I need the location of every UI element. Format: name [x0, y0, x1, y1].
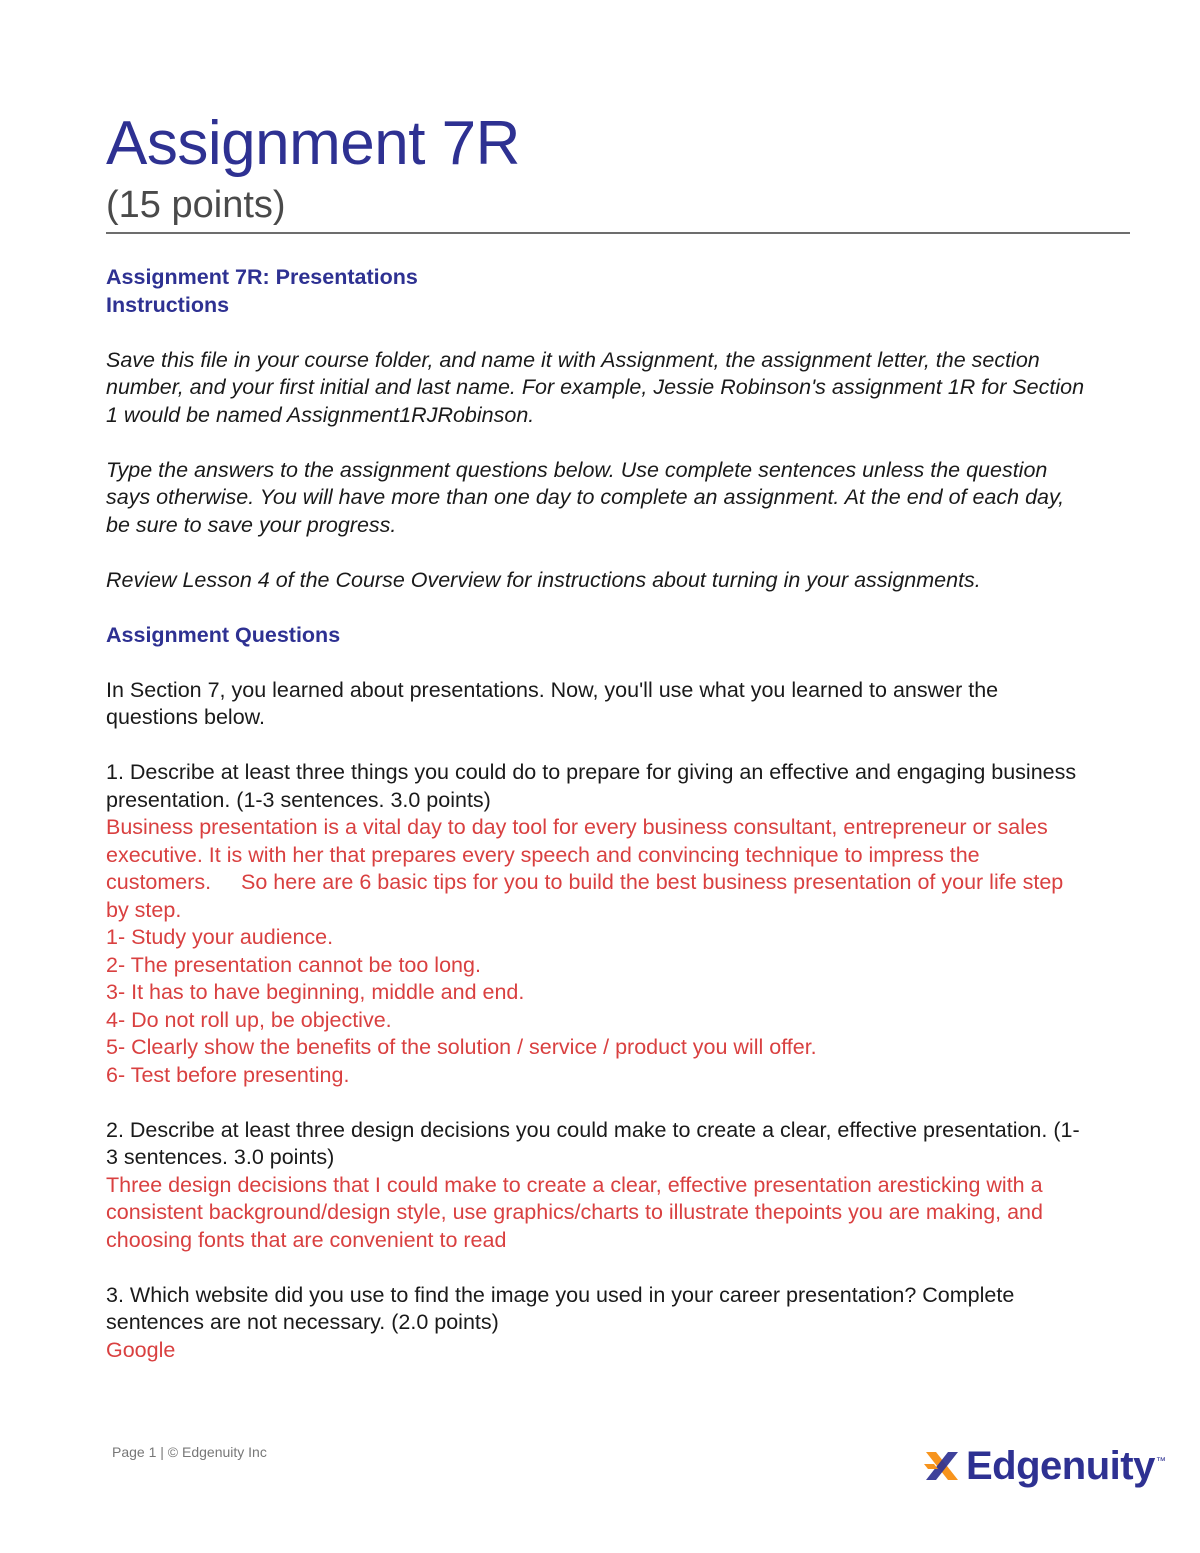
answer-1-tip: 1- Study your audience. [106, 925, 334, 949]
answer-1-tip: 5- Clearly show the benefits of the solution / service / product you will offer. [106, 1035, 817, 1059]
title-divider [106, 232, 1130, 234]
answer-1-tip: 6- Test before presenting. [106, 1062, 350, 1087]
answer-1-tip: 3- It has to have beginning, middle and end. [106, 980, 525, 1004]
logo-trademark: ™ [1155, 1456, 1166, 1467]
instructions-heading: Instructions [106, 292, 230, 317]
question-1: 1. Describe at least three things you could do to prepare for giving an effective and engaging business presentation. (1-3 sentences. 3.0 points) [106, 760, 1077, 812]
question-2: 2. Describe at least three design decisions you could make to create a clear, effective presentation. (1-3 sentences. 3.0 points) [106, 1117, 1080, 1169]
question-3: 3. Which website did you use to find the image you used in your career presentation? Complete sentences are not necessary. (2.0 points) [106, 1282, 1015, 1334]
page-footer: Page 1 | © Edgenuity Inc [112, 1444, 267, 1460]
document-body [106, 264, 1086, 1392]
edgenuity-logo [922, 1442, 1166, 1490]
instruction-paragraph: Review Lesson 4 of the Course Overview for instructions about turning in your assignments. [106, 567, 981, 592]
question-1-block [106, 759, 1086, 1089]
instruction-paragraph: Save this file in your course folder, and name it with Assignment, the assignment letter, the section number, and your first initial and last name. For example, Jessie Robinson's assignment 1R for Section 1 would be named Assignment1RJRobinson. [106, 347, 1085, 427]
document-title: Assignment 7R [106, 109, 520, 178]
answer-1-tip: 4- Do not roll up, be objective. [106, 1007, 392, 1032]
logo-wordmark: Edgenuity [966, 1443, 1155, 1488]
questions-heading: Assignment Questions [106, 622, 341, 647]
points-subtitle: (15 points) [106, 184, 286, 226]
answer-2: Three design decisions that I could make to create a clear, effective presentation aresticking with a consistent background/design style, use graphics/charts to illustrate thepoints you are making, and choosing fonts that are convenient to read [106, 1172, 1043, 1252]
answer-1-tip: 2- The presentation cannot be too long. [106, 952, 481, 977]
questions-intro: In Section 7, you learned about presentations. Now, you'll use what you learned to answer the questions below. [106, 677, 999, 729]
instruction-paragraph: Type the answers to the assignment questions below. Use complete sentences unless the question says otherwise. You will have more than one day to complete an assignment. At the end of each day, be sure to save your progress. [106, 457, 1065, 537]
edgenuity-x-icon [922, 1446, 962, 1486]
answer-3: Google [106, 1337, 176, 1362]
instructions-block [106, 347, 1086, 595]
answer-1-intro: Business presentation is a vital day to day tool for every business consultant, entrepreneur or sales executive. It is with her that prepares every speech and convincing technique to impress the customers. So here are 6 basic tips for you to build the best business presentation of your life step by step. [106, 815, 1064, 922]
question-3-block [106, 1282, 1086, 1365]
question-2-block [106, 1117, 1086, 1255]
assignment-heading: Assignment 7R: Presentations [106, 265, 418, 289]
